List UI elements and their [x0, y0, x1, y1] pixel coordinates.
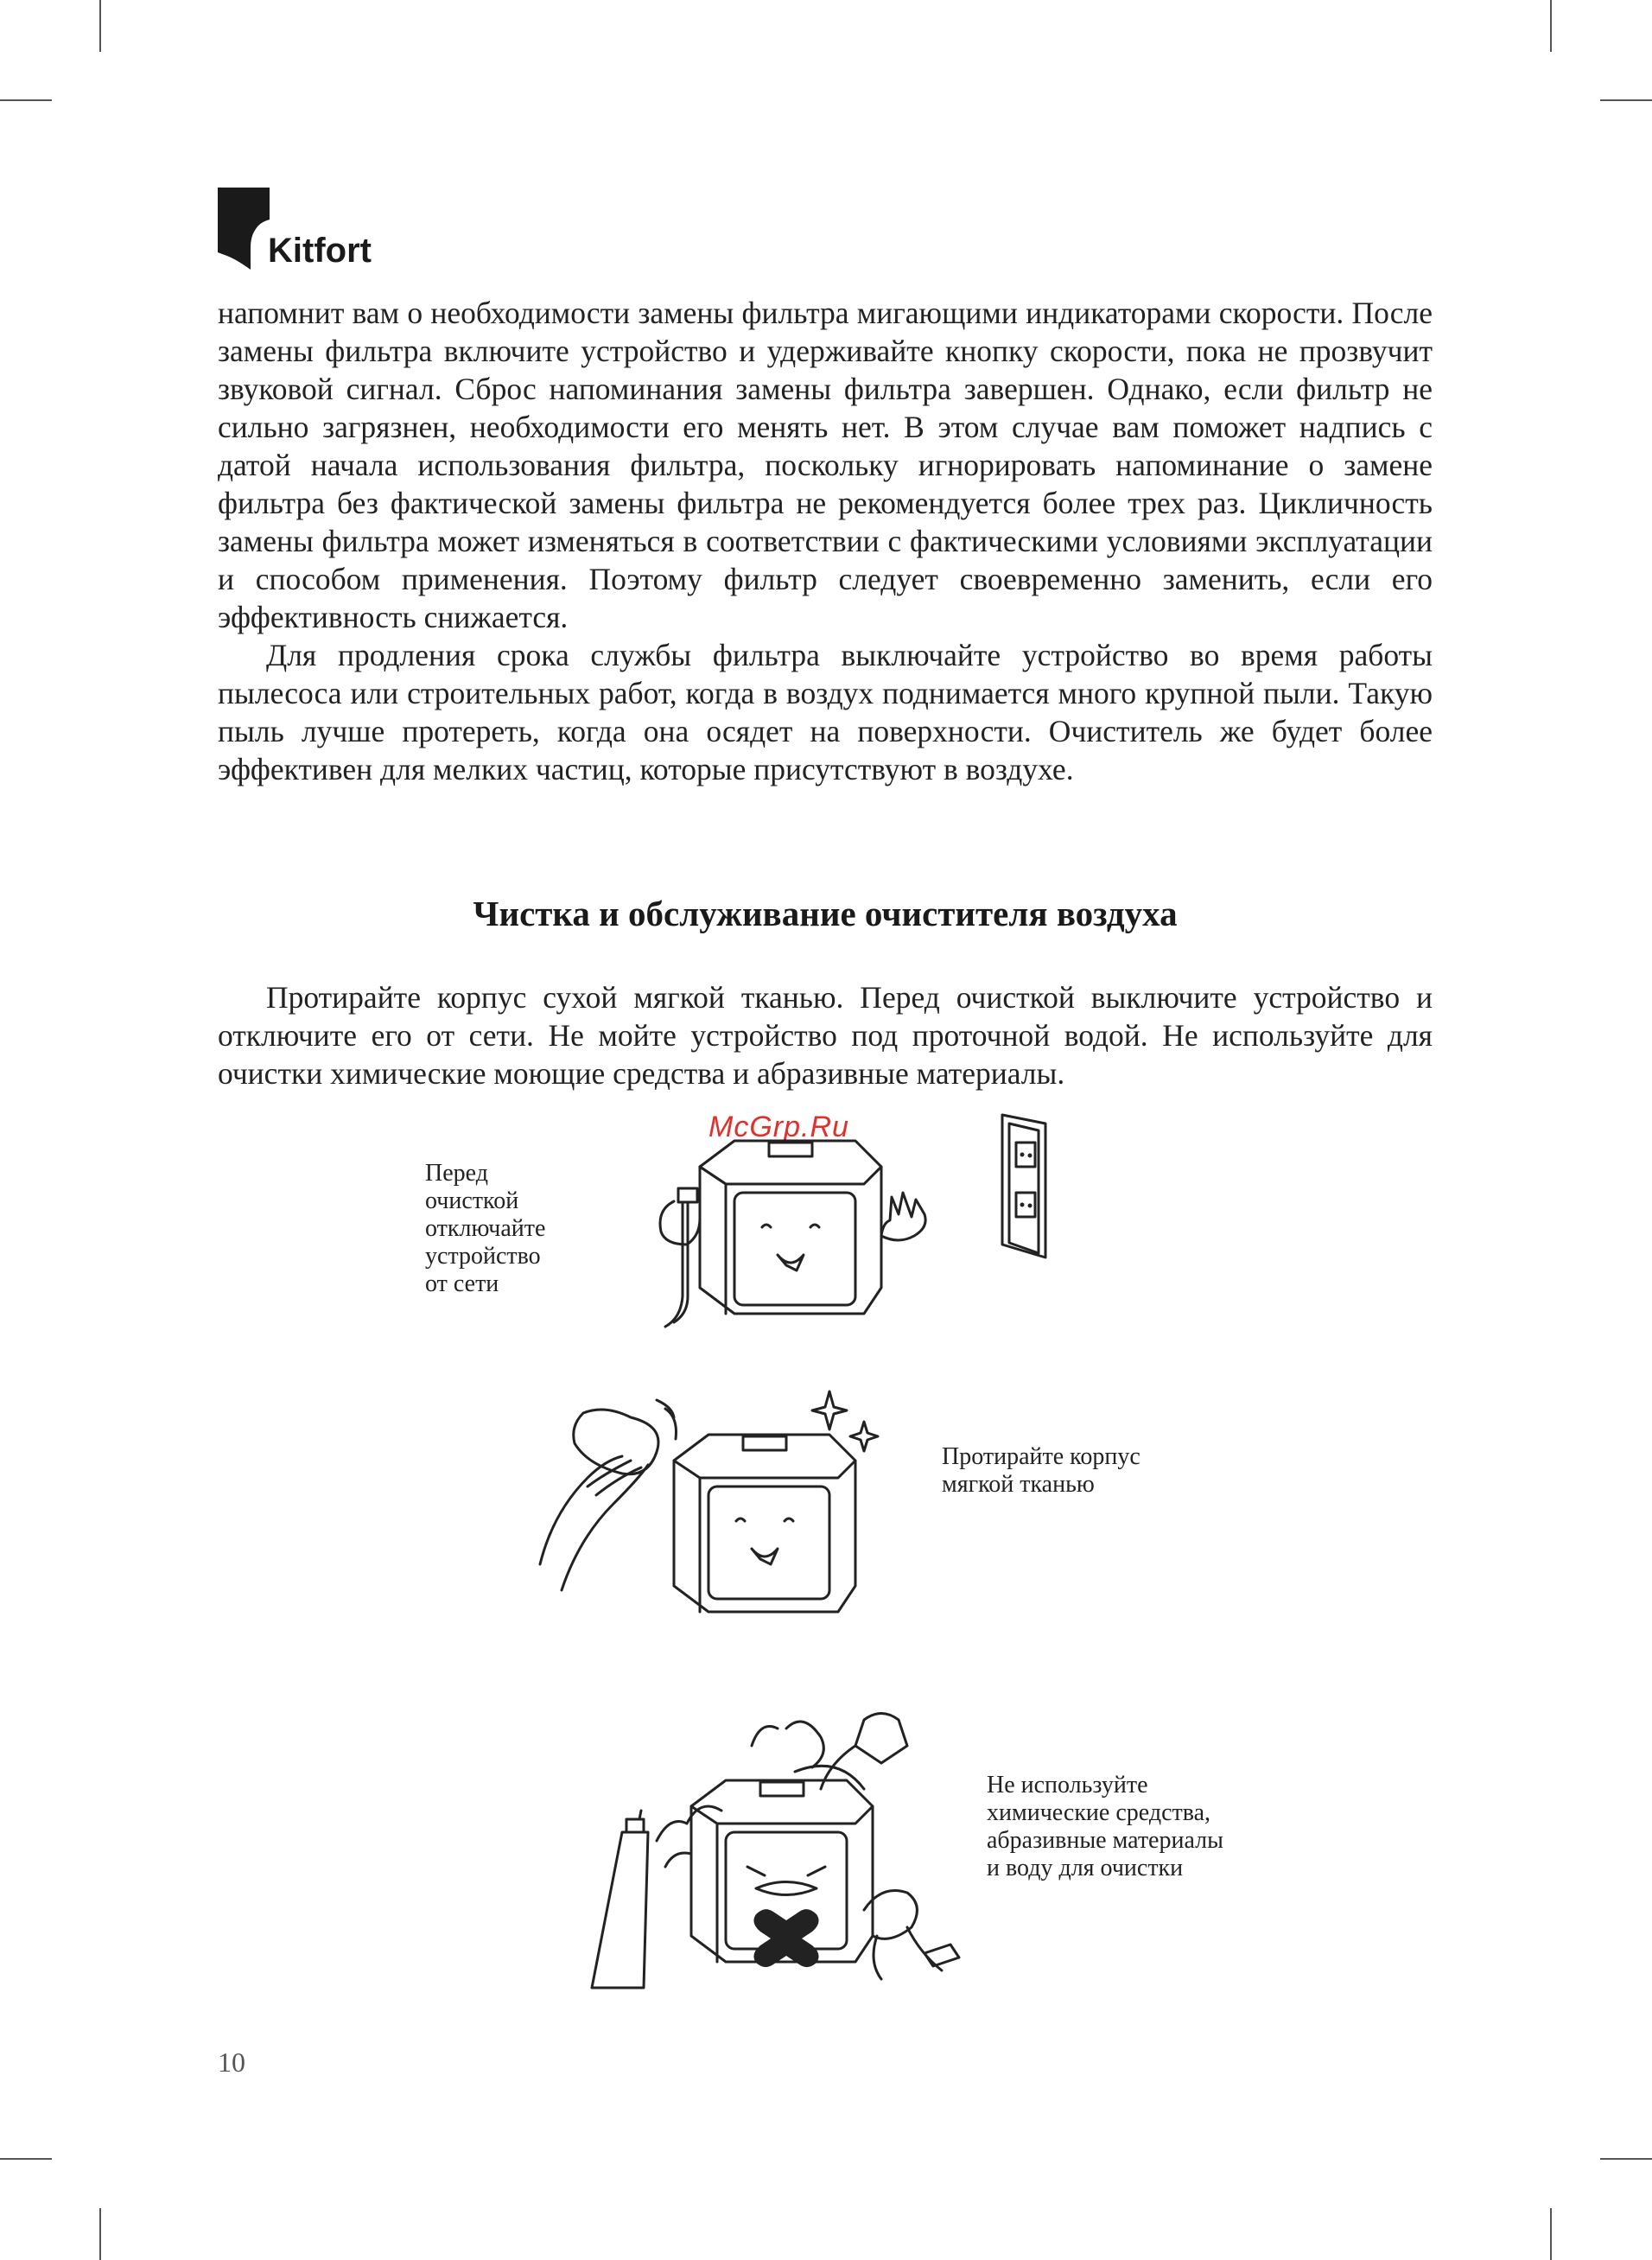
wipe-device-illustration-icon — [536, 1391, 899, 1633]
crop-mark — [1550, 2208, 1552, 2260]
illustration-caption — [425, 1160, 545, 1298]
crop-mark — [0, 99, 52, 101]
section-title: Чистка и обслуживание очистителя воздуха — [473, 894, 1178, 933]
section-text — [218, 978, 1433, 1092]
caption-line: Перед — [425, 1160, 488, 1187]
caption-line: отключайте — [425, 1215, 546, 1242]
paragraph: Для продления срока службы фильтра выключайте устройство во время работы пылесоса или строительных работ, когда в воздух поднимается много крупной пыли. Такую пыль лучше протереть, когда она осядет на поверхности. Очиститель же будет более эффективен для мелких частиц, которые присутствуют в воздухе. — [218, 638, 1433, 786]
watermark: McGrp.Ru — [708, 1111, 849, 1143]
illustration-caption — [987, 1772, 1223, 1882]
crop-mark — [1600, 99, 1652, 101]
caption-line: и воду для очистки — [987, 1855, 1184, 1881]
caption-line: абразивные материалы — [987, 1827, 1223, 1854]
crop-mark — [0, 2158, 52, 2160]
page-number: 10 — [218, 2047, 245, 2078]
caption-line: устройство — [425, 1243, 541, 1270]
kitfort-logo-icon — [218, 188, 270, 270]
illustration-caption — [942, 1443, 1141, 1499]
body-text — [218, 294, 1433, 788]
caption-line: Протирайте корпус — [942, 1443, 1141, 1470]
paragraph: напомнит вам о необходимости замены фильтра мигающими индикаторами скорости. После замены фильтра включите устройство и удерживайте кнопку скорости, пока не прозвучит звуковой сигнал. Сброс напоминания замены фильтра завершен. Однако, если фильтр не сильно загрязнен, необходимости его менять нет. В этом случае вам поможет надпись с датой начала использования фильтра, поскольку игнорировать напоминание о замене фильтра без фактической замены фильтра не рекомендуется более трех раз. Цикличность замены фильтра может изменяться в соответствии с фактическими условиями эксплуатации и способом применения. Поэтому фильтр следует своевременно заменить, если его эффективность снижается. — [218, 296, 1433, 634]
caption-line: мягкой тканью — [942, 1471, 1095, 1498]
no-chemicals-illustration-icon — [579, 1694, 976, 2005]
crop-mark — [99, 0, 101, 52]
paragraph: Протирайте корпус сухой мягкой тканью. Перед очисткой выключите устройство и отключите его от сети. Не мойте устройство под проточной водой. Не используйте для очистки химические моющие средства и абразивные материалы. — [218, 980, 1433, 1091]
brand-name: Kitfort — [268, 232, 372, 270]
caption-line: химические средства, — [987, 1799, 1211, 1826]
caption-line: Не используйте — [987, 1772, 1148, 1798]
crop-mark — [99, 2208, 101, 2260]
unplug-device-illustration-icon — [639, 1106, 1106, 1331]
caption-line: от сети — [425, 1270, 499, 1297]
caption-line: очисткой — [425, 1187, 519, 1214]
crop-mark — [1550, 0, 1552, 52]
crop-mark — [1600, 2158, 1652, 2160]
